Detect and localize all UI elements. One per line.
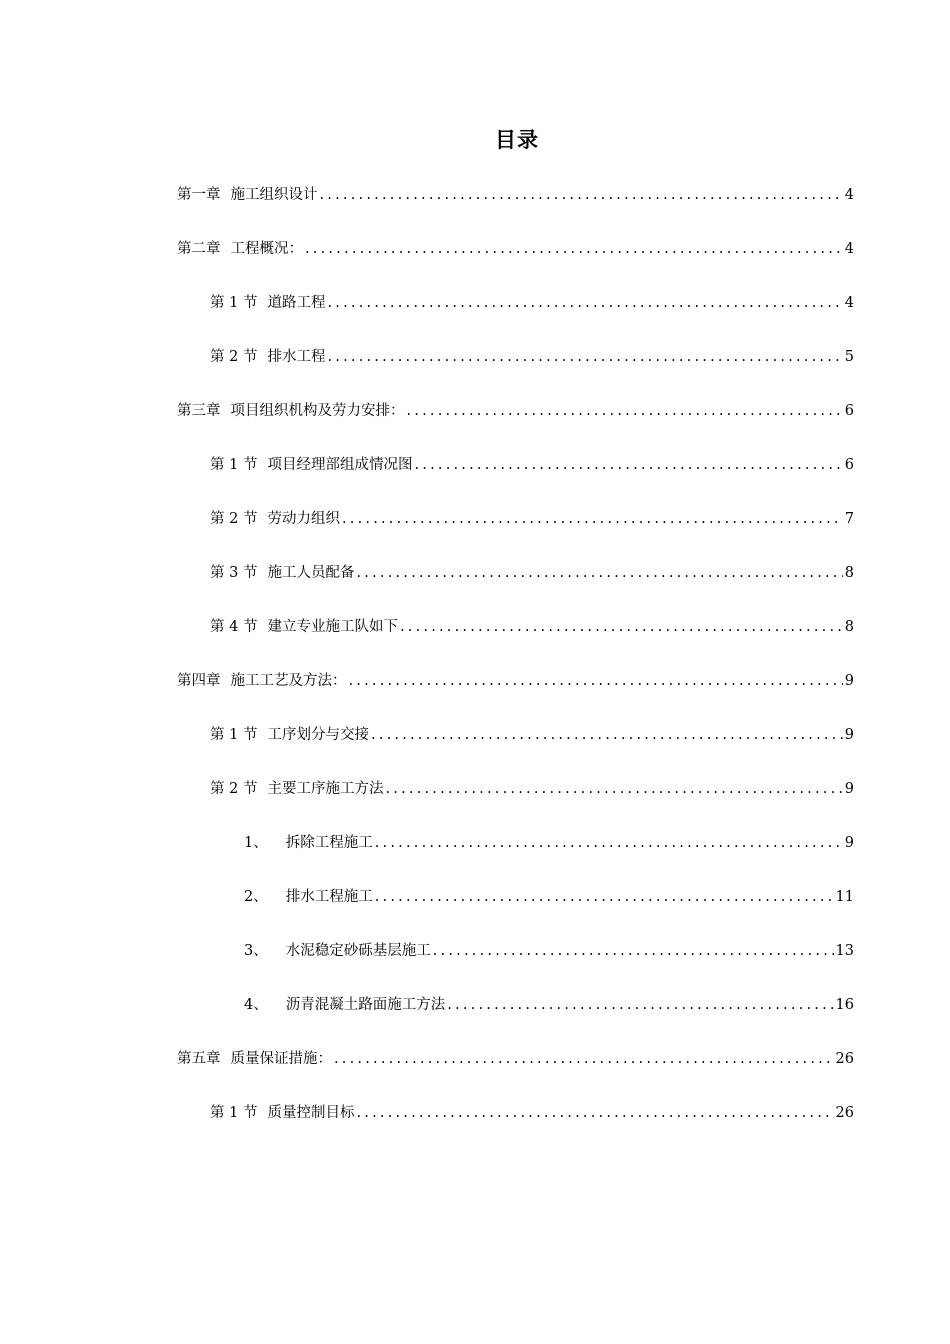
dot-leader	[447, 994, 833, 1016]
toc-page-number: 11	[835, 889, 854, 905]
toc-entry-section[interactable]	[210, 1102, 854, 1124]
toc-page-number: 4	[844, 295, 854, 311]
toc-title: 项目组织机构及劳力安排：	[230, 403, 405, 419]
dot-leader	[375, 886, 834, 908]
toc-number: 第三章	[177, 403, 221, 419]
toc-title: 沥青混凝土路面施工方法	[285, 997, 446, 1013]
toc-number: 第 2 节	[210, 349, 258, 365]
toc-title: 排水工程	[267, 349, 326, 365]
dot-leader	[356, 1102, 833, 1124]
toc-page-number: 9	[844, 673, 854, 689]
page-title: 目录	[495, 128, 539, 152]
toc-entry-section[interactable]	[210, 724, 854, 746]
toc-number: 第 1 节	[210, 727, 258, 743]
toc-number: 第 4 节	[210, 619, 258, 635]
toc-page-number: 26	[835, 1105, 854, 1121]
toc-page-number: 8	[844, 565, 854, 581]
toc-entry-chapter-5[interactable]	[177, 1048, 854, 1070]
toc-page-number: 26	[835, 1051, 854, 1067]
toc-entry-subsection[interactable]	[244, 994, 854, 1016]
dot-leader	[334, 1048, 834, 1070]
toc-page-number: 4	[844, 241, 854, 257]
toc-title: 劳动力组织	[267, 511, 340, 527]
toc-page-number: 16	[835, 997, 854, 1013]
toc-number: 1、	[244, 835, 268, 851]
dot-leader	[414, 454, 842, 476]
toc-title: 工序划分与交接	[267, 727, 369, 743]
toc-page-number: 6	[844, 403, 854, 419]
dot-leader	[407, 400, 843, 422]
toc-entry-subsection[interactable]	[244, 832, 854, 854]
toc-title: 施工组织设计	[230, 187, 318, 203]
toc-number: 第一章	[177, 187, 221, 203]
toc-entry-subsection[interactable]	[244, 886, 854, 908]
toc-entry-section[interactable]	[210, 454, 854, 476]
toc-number: 第四章	[177, 673, 221, 689]
toc-title: 排水工程施工	[285, 889, 373, 905]
toc-entry-section[interactable]	[210, 778, 854, 800]
toc-page-number: 4	[844, 187, 854, 203]
toc-entry-chapter-2[interactable]	[177, 238, 854, 260]
dot-leader	[385, 778, 842, 800]
dot-leader	[327, 346, 842, 368]
toc-title: 工程概况：	[230, 241, 303, 257]
toc-page-number: 9	[844, 727, 854, 743]
toc-entry-section[interactable]	[210, 616, 854, 638]
toc-title: 质量保证措施：	[230, 1051, 332, 1067]
toc-number: 第 1 节	[210, 295, 258, 311]
toc-number: 第五章	[177, 1051, 221, 1067]
toc-title: 水泥稳定砂砾基层施工	[285, 943, 431, 959]
toc-title: 施工工艺及方法：	[230, 673, 347, 689]
dot-leader	[349, 670, 843, 692]
dot-leader	[320, 184, 843, 206]
toc-title: 质量控制目标	[267, 1105, 355, 1121]
toc-entry-section[interactable]	[210, 508, 854, 530]
toc-number: 3、	[244, 943, 268, 959]
dot-leader	[327, 292, 842, 314]
toc-page-number: 9	[844, 835, 854, 851]
toc-title: 拆除工程施工	[285, 835, 373, 851]
toc-number: 2、	[244, 889, 268, 905]
toc-title: 道路工程	[267, 295, 326, 311]
toc-entry-chapter-1[interactable]	[177, 184, 854, 206]
toc-page-number: 9	[844, 781, 854, 797]
toc-number: 第 2 节	[210, 511, 258, 527]
toc-entry-section[interactable]	[210, 562, 854, 584]
toc-entry-chapter-3[interactable]	[177, 400, 854, 422]
toc-page-number: 6	[844, 457, 854, 473]
toc-number: 第二章	[177, 241, 221, 257]
toc-title: 施工人员配备	[267, 565, 355, 581]
toc-number: 第 3 节	[210, 565, 258, 581]
dot-leader	[433, 940, 834, 962]
toc-title: 主要工序施工方法	[267, 781, 384, 797]
dot-leader	[356, 562, 842, 584]
toc-number: 第 1 节	[210, 457, 258, 473]
toc-number: 4、	[244, 997, 268, 1013]
toc-page-number: 7	[844, 511, 854, 527]
toc-entry-section[interactable]	[210, 346, 854, 368]
toc-entry-chapter-4[interactable]	[177, 670, 854, 692]
dot-leader	[371, 724, 843, 746]
toc-number: 第 1 节	[210, 1105, 258, 1121]
toc-title: 项目经理部组成情况图	[267, 457, 413, 473]
toc-title: 建立专业施工队如下	[267, 619, 398, 635]
toc-page-number: 5	[844, 349, 854, 365]
dot-leader	[400, 616, 843, 638]
dot-leader	[375, 832, 843, 854]
toc-page-number: 8	[844, 619, 854, 635]
dot-leader	[342, 508, 843, 530]
toc-number: 第 2 节	[210, 781, 258, 797]
toc-entry-subsection[interactable]	[244, 940, 854, 962]
toc-page-number: 13	[835, 943, 854, 959]
dot-leader	[305, 238, 843, 260]
toc-entry-section[interactable]	[210, 292, 854, 314]
